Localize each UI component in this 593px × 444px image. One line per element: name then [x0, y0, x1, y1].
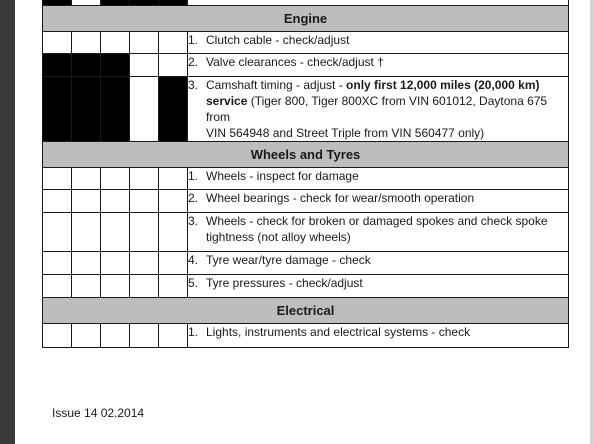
left-window-border [0, 0, 15, 444]
item-text: Tyre wear/tyre damage - check [206, 253, 371, 267]
item-number: 3. [188, 78, 199, 92]
table-row [43, 213, 569, 252]
item-text: Wheels - check for broken or damaged spokes and check spoke [206, 214, 548, 228]
table-row [43, 324, 569, 348]
item-text: VIN 564948 and Street Triple from VIN 560477 only) [206, 126, 485, 140]
schedule-item [188, 32, 569, 54]
item-text-bold: service [206, 94, 248, 108]
item-text: Wheel bearings - check for wear/smooth operation [206, 191, 475, 205]
item-number: 5. [188, 276, 199, 290]
section-header-engine [43, 6, 569, 32]
item-text: Valve clearances - check/adjust † [206, 55, 384, 69]
table-row [43, 77, 569, 142]
item-text: tightness (not alloy wheels) [206, 230, 351, 244]
schedule-item [188, 213, 569, 252]
schedule-item [188, 275, 569, 298]
item-text: Wheels - inspect for damage [206, 169, 359, 183]
schedule-item [188, 190, 569, 213]
schedule-item [188, 324, 569, 348]
table-row [43, 168, 569, 190]
schedule-item [188, 77, 569, 142]
item-text: Tyre pressures - check/adjust [206, 276, 363, 290]
section-title: Electrical [43, 298, 569, 324]
item-text-bold: only first 12,000 miles (20,000 km) [346, 78, 540, 92]
table-row [43, 252, 569, 275]
item-number: 4. [188, 253, 199, 267]
item-number: 3. [188, 214, 199, 228]
schedule-item [188, 252, 569, 275]
item-number: 2. [188, 55, 199, 69]
item-text: (Tiger 800, Tiger 800XC from VIN 601012, Daytona 675 from [206, 94, 548, 124]
item-number: 1. [188, 169, 199, 183]
section-header-electrical [43, 298, 569, 324]
table-row [43, 275, 569, 298]
item-number: 2. [188, 191, 199, 205]
schedule-item [188, 168, 569, 190]
section-title: Engine [43, 6, 569, 32]
table-row [43, 54, 569, 77]
maintenance-schedule-table [42, 0, 569, 348]
table-row [43, 190, 569, 213]
item-text: Lights, instruments and electrical systems - check [206, 325, 471, 339]
schedule-item [188, 54, 569, 77]
section-title: Wheels and Tyres [43, 142, 569, 168]
item-text: Clutch cable - check/adjust [206, 33, 350, 47]
issue-footer: Issue 14 02.2014 [52, 406, 145, 420]
table-row [43, 32, 569, 54]
section-header-wheels [43, 142, 569, 168]
item-number: 1. [188, 33, 199, 47]
item-text: Camshaft timing - adjust - [206, 78, 347, 92]
item-number: 1. [188, 325, 199, 339]
